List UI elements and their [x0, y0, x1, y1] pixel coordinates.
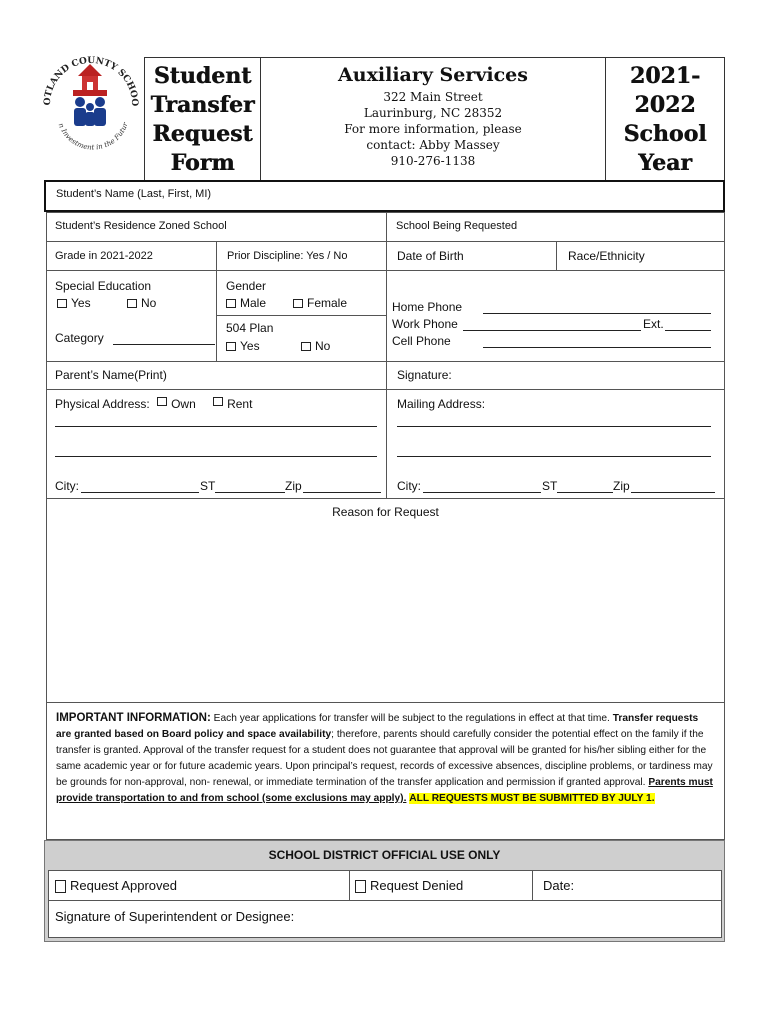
mailing-city-input[interactable] [423, 492, 541, 493]
yes-label: Yes [71, 296, 91, 310]
reason-label: Reason for Request [332, 505, 439, 519]
physical-st-input[interactable] [215, 492, 285, 493]
student-name-label: Student’s Name (Last, First, MI) [56, 188, 212, 200]
form-title-line: Form [170, 150, 235, 176]
signature-label: Signature: [397, 368, 452, 382]
physical-address-line-1[interactable] [55, 426, 377, 427]
physical-zip-input[interactable] [303, 492, 381, 493]
grade-field[interactable] [46, 241, 217, 271]
ext-input[interactable] [665, 330, 711, 331]
dob-label: Date of Birth [397, 249, 464, 263]
plan504-label: 504 Plan [226, 321, 274, 335]
date-label: Date: [543, 878, 575, 893]
logo-motto: n Investment in the Futur [56, 121, 130, 152]
mailing-address-label: Mailing Address: [397, 397, 486, 411]
info-line: For more information, please [344, 122, 522, 136]
ext-label: Ext. [643, 317, 664, 331]
category-input[interactable] [113, 344, 215, 345]
st-label: ST [542, 479, 558, 493]
date-field[interactable] [532, 870, 722, 901]
parent-name-label: Parent’s Name(Print) [55, 368, 167, 382]
plan504-section [216, 315, 387, 362]
parent-name-field[interactable] [46, 361, 387, 390]
physical-address-section [46, 389, 387, 499]
mailing-address-line-1[interactable] [397, 426, 711, 427]
female-label: Female [307, 296, 348, 310]
student-name-field[interactable] [44, 180, 725, 212]
city-label: City: [55, 479, 79, 493]
info-line: contact: Abby Massey [366, 138, 500, 152]
mailing-address-line-2[interactable] [397, 456, 711, 457]
request-denied-checkbox[interactable] [355, 880, 366, 893]
phones-section [386, 270, 725, 362]
department-box [261, 57, 606, 180]
race-label: Race/Ethnicity [568, 249, 645, 263]
school-requested-field[interactable] [386, 212, 725, 242]
school-year-box [606, 57, 725, 180]
prior-discipline-label: Prior Discipline: Yes / No [227, 250, 348, 262]
form-title-line: Transfer [150, 92, 255, 118]
school-requested-label: School Being Requested [396, 220, 518, 232]
city-label: City: [397, 479, 421, 493]
residence-school-label: Student’s Residence Zoned School [55, 220, 227, 232]
district-logo [40, 42, 140, 162]
work-phone-label: Work Phone [392, 317, 458, 331]
grade-label: Grade in 2021-2022 [55, 250, 153, 262]
special-ed-yes-checkbox[interactable] [57, 299, 67, 308]
important-bold: Transfer requests are granted based on Board policy and space availability [56, 713, 699, 740]
denied-cell [349, 870, 533, 901]
deadline-notice: ALL REQUESTS MUST BE SUBMITTED BY JULY 1. [409, 793, 655, 804]
form-title-line: Student [153, 63, 252, 89]
year-line: Year [638, 150, 692, 176]
rent-label: Rent [227, 397, 253, 411]
cell-phone-input[interactable] [483, 347, 711, 348]
year-line: School [623, 121, 707, 147]
year-line: 2021-2022 [629, 63, 701, 118]
mailing-address-section [386, 389, 725, 499]
form-title-box [144, 57, 261, 180]
zip-label: Zip [285, 479, 302, 493]
plan504-no-checkbox[interactable] [301, 342, 311, 351]
important-body: ; therefore, parents should carefully consider the potential effect on the family if the transfer is granted. Approval of the transfer request for a student does not guarantee that approval will be granted for his/her sibling either for the same academic year or for future academic years. Upon principal’s request, records of excessive absences, discipline problems, or tardiness may be grounds for non-approval, non- renewal, or immediate termination of the transfer application and permission if granted approval. [56, 729, 713, 788]
own-checkbox[interactable] [157, 397, 167, 406]
work-phone-input[interactable] [463, 330, 641, 331]
important-info [46, 702, 725, 840]
department-name: Auxiliary Services [338, 64, 528, 86]
male-label: Male [240, 296, 267, 310]
form-title-line: Request [152, 121, 253, 147]
important-label: IMPORTANT INFORMATION: [56, 712, 211, 724]
residence-school-field[interactable] [46, 212, 387, 242]
request-denied-label: Request Denied [370, 878, 464, 893]
special-ed-label: Special Education [55, 279, 152, 293]
no-label: No [141, 296, 157, 310]
zip-label: Zip [613, 479, 630, 493]
st-label: ST [200, 479, 216, 493]
race-field[interactable] [556, 241, 725, 271]
phone-number: 910-276-1138 [390, 154, 476, 168]
home-phone-label: Home Phone [392, 300, 463, 314]
address-line: 322 Main Street [383, 90, 483, 104]
yes-label: Yes [240, 339, 260, 353]
prior-discipline-field[interactable] [216, 241, 387, 271]
female-checkbox[interactable] [293, 299, 303, 308]
special-ed-section [46, 270, 217, 362]
address-line: Laurinburg, NC 28352 [363, 106, 503, 120]
request-approved-checkbox[interactable] [55, 880, 66, 893]
official-use-section [44, 840, 725, 942]
approved-cell [48, 870, 350, 901]
own-label: Own [171, 397, 196, 411]
physical-address-label: Physical Address: [55, 397, 150, 411]
reason-field[interactable] [46, 498, 725, 703]
physical-city-input[interactable] [81, 492, 199, 493]
rent-checkbox[interactable] [213, 397, 223, 406]
superintendent-signature-label: Signature of Superintendent or Designee: [55, 909, 295, 924]
request-approved-label: Request Approved [70, 878, 177, 893]
special-ed-no-checkbox[interactable] [127, 299, 137, 308]
superintendent-signature-field[interactable] [48, 900, 722, 938]
signature-field[interactable] [386, 361, 725, 390]
mailing-st-input[interactable] [557, 492, 613, 493]
mailing-zip-input[interactable] [631, 492, 715, 493]
official-use-title: SCHOOL DISTRICT OFFICIAL USE ONLY [268, 848, 501, 862]
gender-section [216, 270, 387, 316]
plan504-yes-checkbox[interactable] [226, 342, 236, 351]
category-label: Category [55, 331, 104, 345]
dob-field[interactable] [386, 241, 557, 271]
logo-text: OTLAND COUNTY SCHOO [42, 55, 140, 107]
transportation-notice: Parents must provide transportation to and from school (some exclusions may apply). [56, 777, 713, 804]
gender-label: Gender [226, 279, 267, 293]
no-label: No [315, 339, 331, 353]
home-phone-input[interactable] [483, 313, 711, 314]
cell-phone-label: Cell Phone [392, 334, 451, 348]
physical-address-line-2[interactable] [55, 456, 377, 457]
male-checkbox[interactable] [226, 299, 236, 308]
important-intro: Each year applications for transfer will be subject to the regulations in effect at that time. [210, 713, 610, 724]
